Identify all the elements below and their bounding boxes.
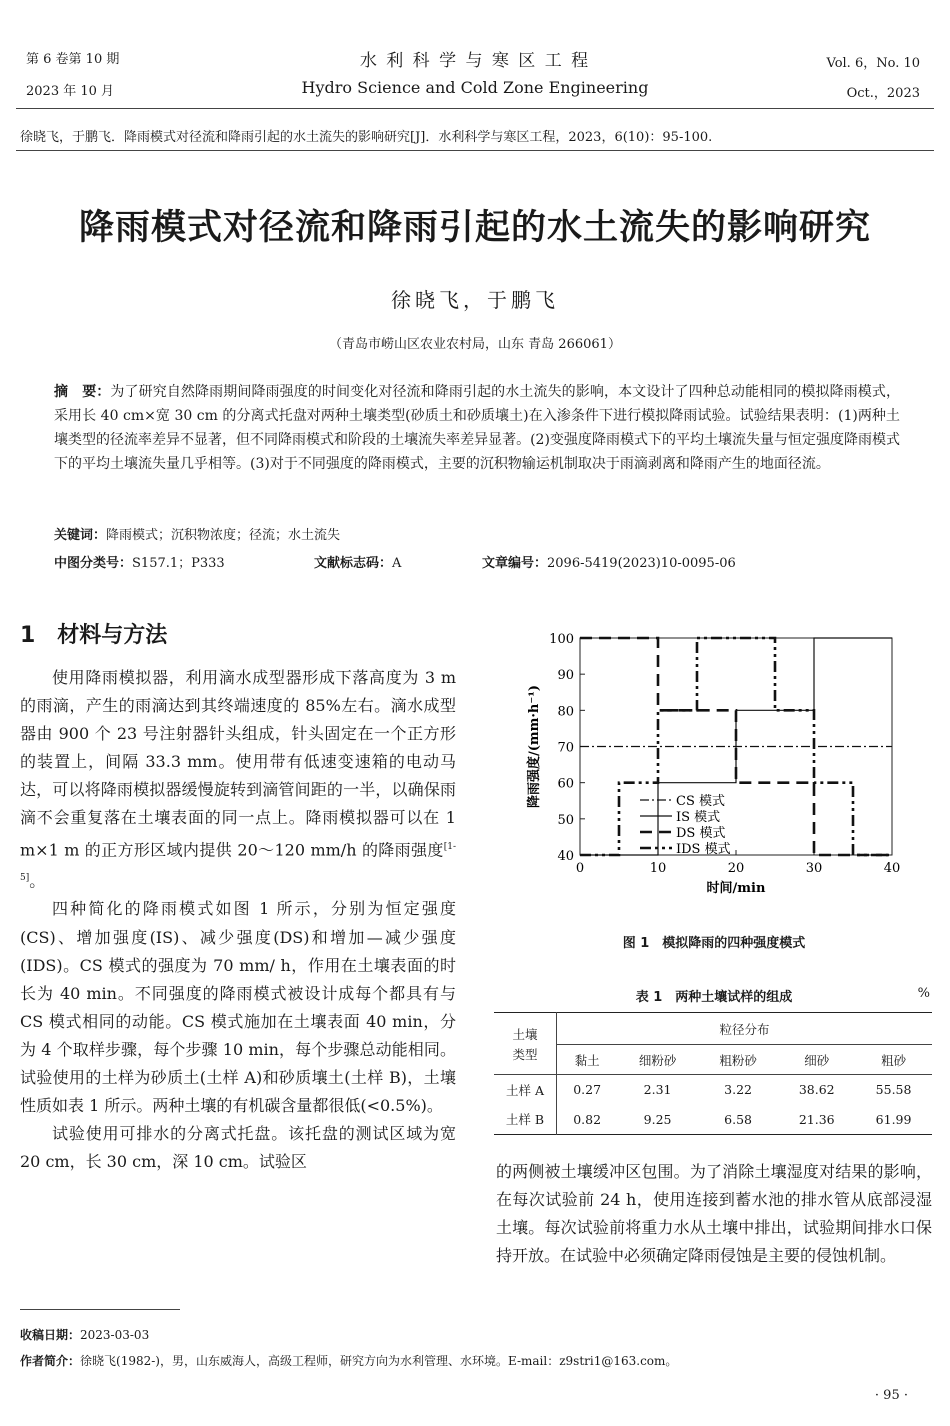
legend-entry: IDS 模式 [676, 842, 731, 857]
article-number [482, 552, 736, 571]
table-cell: 21.36 [798, 1111, 835, 1127]
y-tick-label: 40 [557, 849, 574, 864]
clc-label: 中图分类号： [54, 556, 133, 571]
paragraph-4: 的两侧被土壤缓冲区包围。为了消除土壤湿度对结果的影响，在每次试验前 24 h，使用连接到蓄水池的排水管从底部浸湿土壤。每次试验前将重力水从土壤中排出，试验期间排水口保持开放。在试验中必须确定降雨侵蚀是主要的侵蚀机制。 [496, 1162, 932, 1266]
table-row-name: 土样 B [494, 1105, 557, 1135]
abstract [54, 380, 900, 476]
clc-value: S157.1；P333 [132, 556, 225, 571]
paper-title: 降雨模式对径流和降雨引起的水土流失的影响研究 [78, 208, 871, 248]
y-tick-label: 70 [557, 740, 574, 756]
table-1-caption: 表 1 两种土壤试样的组成 [635, 990, 793, 1005]
abstract-label: 摘 要： [54, 384, 111, 400]
abstract-text: 为了研究自然降雨期间降雨强度的时间变化对径流和降雨引起的水土流失的影响，本文设计了四种总动能相同的模拟降雨模式，采用长 40 cm×宽 30 cm 的分离式托盘对两种土壤类型(砂质土和砂质壤土)在入渗条件下进行模拟降雨试验。试验结果表明：(1)两种土壤类型的径流率差异不显著，但不同降雨模式和阶段的土壤流失率差异显著。(2)变强度降雨模式下的平均土壤流失量与恒定强度降雨模式下的平均土壤流失量几乎相等。(3)对于不同强度的降雨模式，主要的沉积物输运机制取决于雨滴剥离和降雨产生的地面径流。 [54, 384, 901, 472]
authors: 徐晓飞，于鹏飞 [391, 288, 559, 312]
table-cell: 0.82 [573, 1111, 602, 1127]
affiliation: （青岛市崂山区农业农村局，山东 青岛 266061） [329, 337, 621, 352]
article-value: 2096-5419(2023)10-0095-06 [547, 556, 736, 571]
body-right-column [496, 1158, 932, 1270]
y-tick-label: 100 [549, 632, 574, 647]
citation-rule [16, 150, 934, 151]
table-cell: 6.58 [724, 1111, 752, 1127]
table-col-header: 粗砂 [881, 1052, 907, 1068]
table-cell: 9.25 [643, 1111, 672, 1127]
x-tick-label: 30 [805, 861, 823, 876]
received-date [20, 1326, 149, 1343]
y-tick-label: 50 [557, 812, 574, 828]
header-rule [16, 108, 934, 109]
table-col-header: 细砂 [804, 1052, 830, 1068]
reference-marker[interactable]: [1-5] [20, 841, 456, 883]
table-row-name: 土样 A [494, 1075, 557, 1105]
table-col-header: 细粉砂 [638, 1052, 677, 1068]
section-heading: 1 材料与方法 [20, 623, 168, 648]
author-bio-text: 徐晓飞(1982-)，男，山东威海人，高级工程师，研究方向为水利管理、水环境。E-mail：z9stri1@163.com。 [80, 1354, 678, 1368]
received-label: 收稿日期： [20, 1328, 81, 1342]
y-tick-label: 90 [557, 668, 574, 684]
table-head-soil: 土壤 [494, 1013, 557, 1045]
doc-label: 文献标志码： [314, 556, 393, 571]
legend-entry: CS 模式 [676, 794, 725, 809]
table-col-header: 黏土 [574, 1052, 600, 1068]
table-row [494, 1075, 932, 1105]
citation: 徐晓飞，于鹏飞．降雨模式对径流和降雨引起的水土流失的影响研究[J]．水利科学与寒区工程，2023，6(10)：95-100. [20, 130, 713, 145]
table-head-group: 粒径分布 [557, 1013, 933, 1045]
y-tick-label: 80 [557, 704, 574, 720]
table-cell: 55.58 [875, 1082, 912, 1098]
table-cell: 0.27 [573, 1082, 602, 1098]
keywords-label: 关键词： [54, 528, 107, 543]
header-issue: 第 6 卷第 10 期 [26, 52, 120, 67]
figure-1-caption: 图 1 模拟降雨的四种强度模式 [622, 936, 806, 951]
y-axis-label: 降雨强度/(mm·h⁻¹) [527, 684, 542, 809]
table-1-unit: % [917, 986, 930, 1001]
header-journal-en: Hydro Science and Cold Zone Engineering [301, 78, 649, 97]
table-cell: 2.31 [643, 1082, 672, 1098]
keywords-text: 降雨模式；沉积物浓度；径流；水土流失 [106, 528, 341, 543]
table-col-header: 粗粉砂 [719, 1052, 757, 1068]
footnote-rule [20, 1309, 180, 1310]
header-volume: Vol. 6，No. 10 [826, 56, 920, 71]
legend-entry: IS 模式 [676, 810, 721, 825]
table-cell: 38.62 [798, 1082, 835, 1098]
table-cell: 61.99 [875, 1111, 912, 1127]
x-axis-label: 时间/min [706, 881, 766, 896]
table-cell: 3.22 [724, 1082, 752, 1098]
clc-code [54, 552, 225, 571]
body-left-column [20, 664, 456, 1176]
y-tick-label: 60 [557, 776, 574, 792]
keywords [54, 524, 340, 543]
paragraph-2: 四种简化的降雨模式如图 1 所示，分别为恒定强度(CS)、增加强度(IS)、减少强度(DS)和增加—减少强度(IDS)。CS 模式的强度为 70 mm/ h，作用在土壤表面的时长为 40 min。不同强度的降雨模式被设计成每个都具有与 CS 模式相同的动能。CS 模式施加在土壤表面 40 min，分为 4 个取样步骤，每个步骤 10 min，每个步骤总动能相同。试验使用的土样为砂质土(土样 A)和砂质壤土(土样 B)，土壤性质如表 1 所示。两种土壤的有机碳含量都很低(<0.5%)。 [20, 899, 456, 1116]
received-value: 2023-03-03 [80, 1328, 150, 1342]
header-date-cn: 2023 年 10 月 [26, 84, 115, 99]
figure-1-chart [520, 630, 920, 900]
author-bio-label: 作者简介： [20, 1354, 81, 1368]
doc-code [314, 552, 401, 571]
table-1 [494, 1012, 932, 1135]
page-number: · 95 · [874, 1388, 908, 1403]
author-bio [20, 1352, 677, 1369]
paragraph-1: 使用降雨模拟器，利用滴水成型器形成下落高度为 3 m 的雨滴，产生的雨滴达到其终端速度的 85%左右。滴水成型器由 900 个 23 号注射器针头组成，针头固定在一个正方形的装置上，间隔 33.3 mm。使用带有低速变速箱的电动马达，可以将降雨模拟器缓慢旋转到滴管间距的一半，以确保雨滴不会重复落在土壤表面的同一点上。降雨模拟器可以在 1 m×1 m 的正方形区域内提供 20～120 mm/h 的降雨强度[1-5]。 [20, 668, 456, 891]
x-tick-label: 10 [649, 861, 667, 876]
x-tick-label: 40 [883, 861, 901, 876]
legend-entry: DS 模式 [676, 826, 726, 841]
header-date-en: Oct.，2023 [846, 86, 920, 101]
x-tick-label: 0 [575, 861, 585, 876]
article-label: 文章编号： [482, 556, 548, 571]
table-head-type: 类型 [494, 1045, 557, 1075]
paragraph-3: 试验使用可排水的分离式托盘。该托盘的测试区域为宽 20 cm，长 30 cm，深 10 cm。试验区 [20, 1124, 456, 1172]
header-journal-cn: 水 利 科 学 与 寒 区 工 程 [359, 51, 591, 71]
doc-value: A [392, 556, 402, 571]
x-tick-label: 20 [727, 861, 745, 876]
table-row [494, 1105, 932, 1135]
